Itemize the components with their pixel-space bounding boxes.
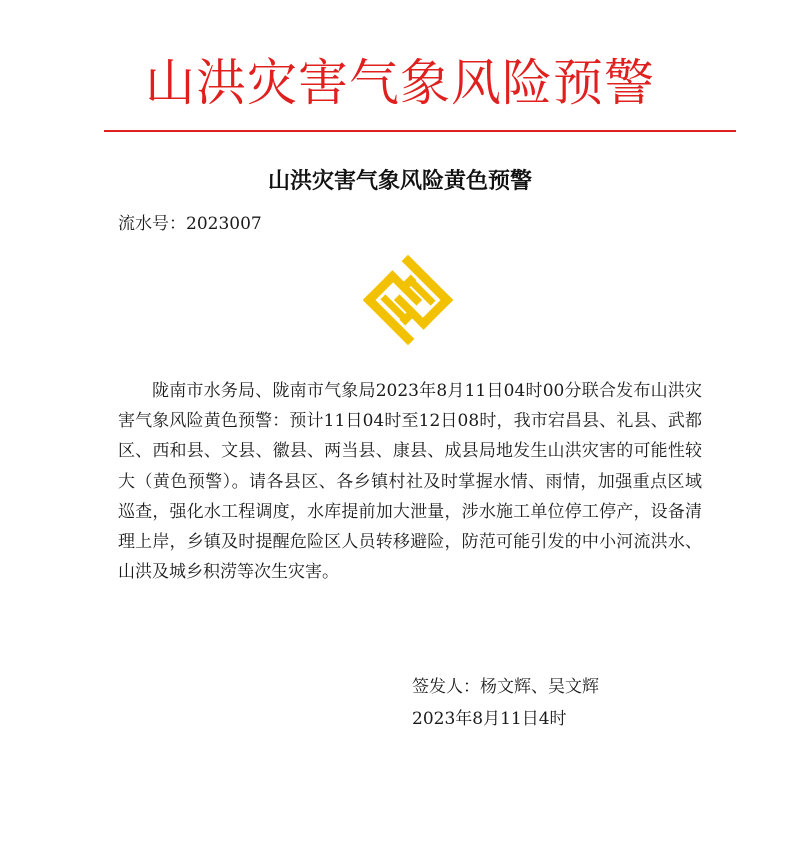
warning-body-text: 陇南市水务局、陇南市气象局2023年8月11日04时00分联合发布山洪灾害气象风险黄色预警：预计11日04时至12日08时，我市宕昌县、礼县、武都区、西和县、文县、徽县、两当县、康县、成县局地发生山洪灾害的可能性较大（黄色预警）。请各县区、各乡镇村社及时掌握水情、雨情，加强重点区域巡查，强化水工程调度，水库提前加大泄量，涉水施工单位停工停产，设备清理上岸，乡镇及时提醒危险区人员转移避险，防范可能引发的中小河流洪水、山洪及城乡积涝等次生灾害。 bbox=[118, 381, 702, 583]
document-title: 山洪灾害气象风险黄色预警 bbox=[267, 169, 532, 194]
signer-line: 签发人：杨文辉、吴文辉 bbox=[412, 677, 599, 697]
header-title: 山洪灾害气象风险预警 bbox=[145, 54, 655, 112]
yellow-interlocking-square-logo-icon bbox=[358, 250, 458, 350]
serial-number: 流水号：2023007 bbox=[118, 214, 262, 234]
issue-date: 2023年8月11日4时 bbox=[412, 709, 567, 729]
header-divider bbox=[104, 130, 736, 132]
